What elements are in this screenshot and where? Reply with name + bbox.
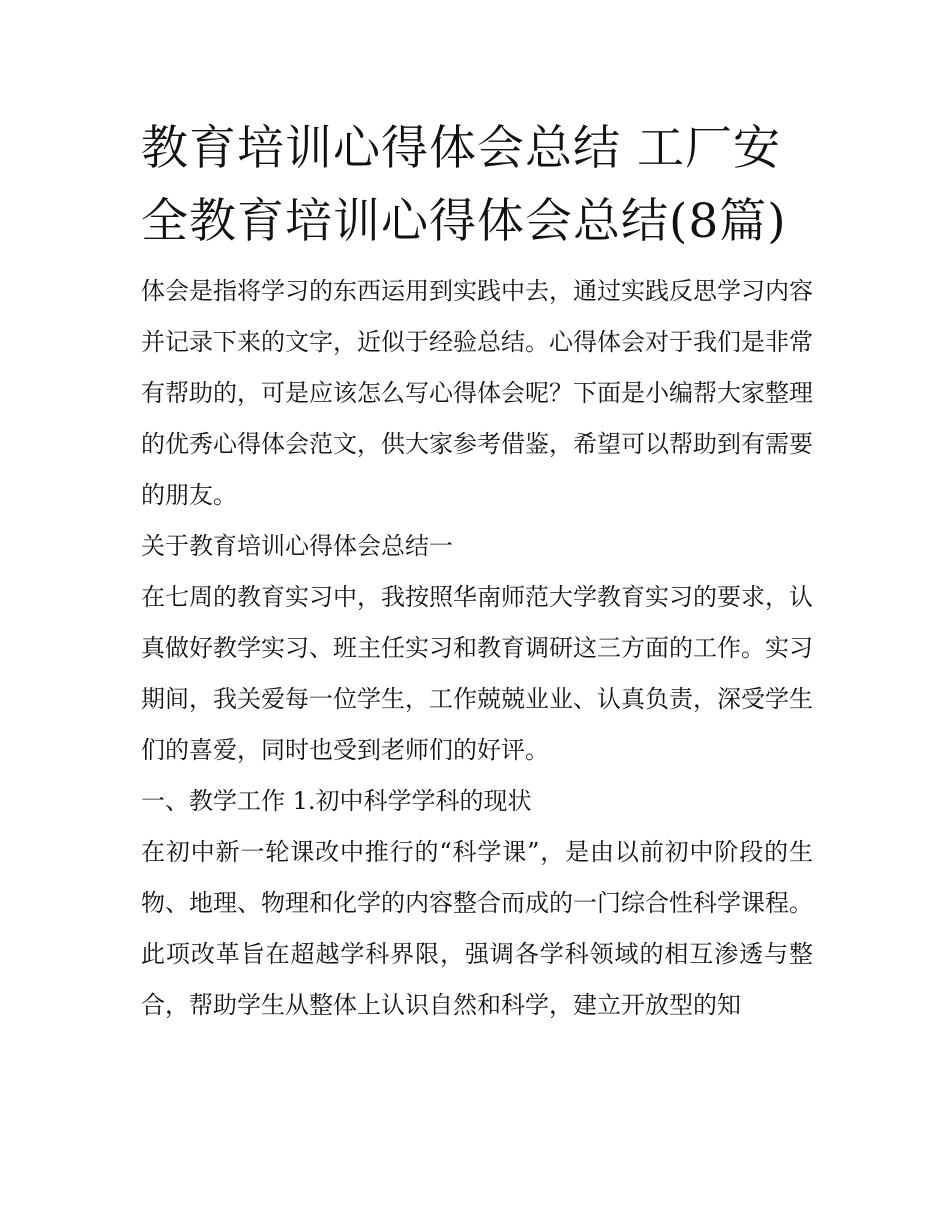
intro-paragraph: 体会是指将学习的东西运用到实践中去，通过实践反思学习内容并记录下来的文字，近似于经验总结。心得体会对于我们是非常有帮助的，可是应该怎么写心得体会呢？下面是小编帮大家整理的优秀心得体会范文，供大家参考借鉴，希望可以帮助到有需要的朋友。 — [141, 277, 813, 509]
body-paragraph: 在七周的教育实习中，我按照华南师范大学教育实习的要求，认真做好教学实习、班主任实习和教育调研这三方面的工作。实习期间，我关爱每一位学生，工作兢兢业业、认真负责，深受学生们的喜爱，同时也受到老师们的好评。 — [141, 583, 813, 764]
body-paragraph: 在初中新一轮课改中推行的“科学课”，是由以前初中阶段的生物、地理、物理和化学的内容整合而成的一门综合性科学课程。此项改革旨在超越学科界限，强调各学科领域的相互渗透与整合，帮助学生从整体上认识自然和科学，建立开放型的知 — [141, 838, 813, 1019]
subsection-heading: 一、教学工作 1.初中科学学科的现状 — [141, 787, 532, 815]
document-page — [141, 112, 813, 1031]
section-heading-one: 关于教育培训心得体会总结一 — [141, 532, 453, 560]
document-title: 教育培训心得体会总结 工厂安全教育培训心得体会总结(8篇) — [141, 121, 787, 249]
